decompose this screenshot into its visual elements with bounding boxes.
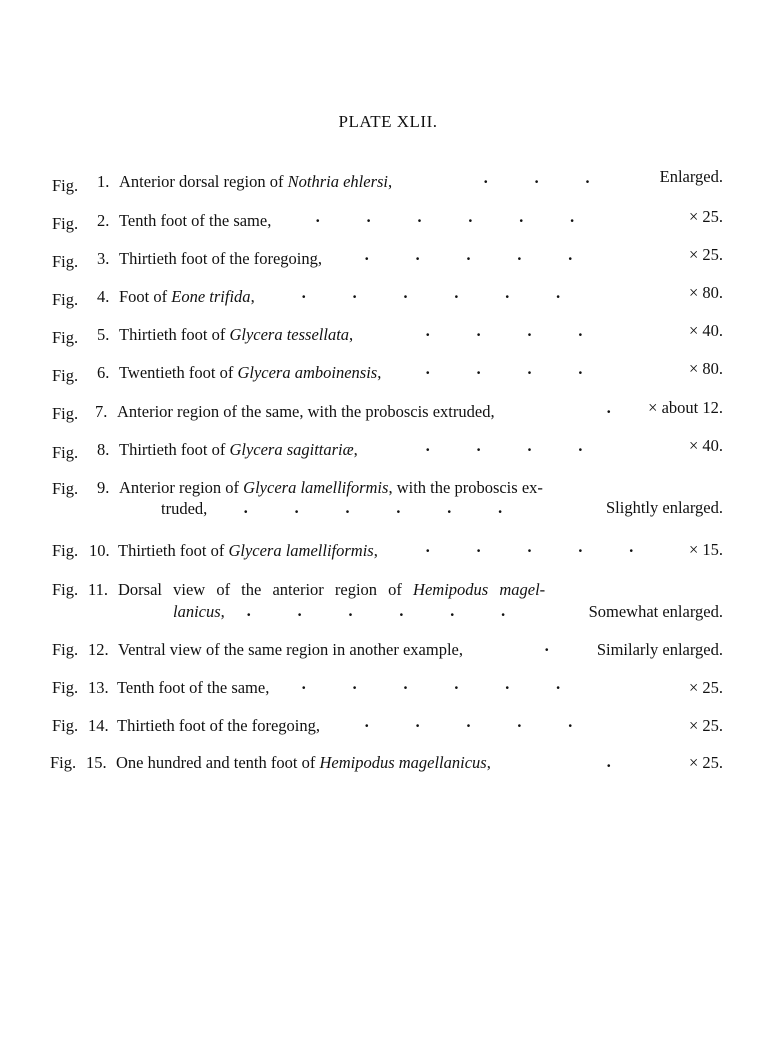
- figure-number: 5.: [97, 325, 110, 344]
- magnification: Similarly enlarged.: [596, 640, 723, 659]
- figure-number: 8.: [97, 440, 110, 459]
- figure-label: Fig.: [52, 366, 79, 385]
- leader-dots: · · · · ·: [364, 716, 574, 735]
- figure-number: 11.: [88, 580, 109, 599]
- figure-label: Fig.: [52, 176, 79, 195]
- leader-dots: · · ·: [483, 172, 591, 191]
- figure-caption: Anterior region of the same, with the proboscis extruded,: [117, 402, 495, 421]
- figure-number: 9.: [97, 478, 110, 497]
- figure-caption: Twentieth foot of Glycera amboinensis,: [119, 363, 382, 382]
- leader-dots: · · · · · ·: [301, 678, 561, 697]
- figure-label: Fig.: [52, 479, 79, 498]
- magnification: × 25.: [688, 716, 723, 735]
- figure-label: Fig.: [52, 541, 79, 560]
- leader-dots: ·: [606, 402, 612, 421]
- figure-caption: Thirtieth foot of Glycera sagittariæ,: [119, 440, 358, 459]
- figure-label: Fig.: [52, 443, 79, 462]
- figure-caption-continuation: lanicus,: [173, 602, 225, 621]
- leader-dots: ·: [544, 640, 550, 659]
- figure-caption: Thirtieth foot of the foregoing,: [117, 716, 320, 735]
- figure-caption: Ventral view of the same region in another example,: [118, 640, 464, 659]
- figure-caption: Anterior dorsal region of Nothria ehlersi,: [119, 172, 393, 191]
- leader-dots: ·: [606, 756, 612, 775]
- leader-dots: · · · ·: [425, 325, 584, 344]
- leader-dots: · · · · · ·: [301, 287, 561, 306]
- magnification: × 80.: [688, 283, 723, 302]
- magnification: Enlarged.: [659, 167, 723, 186]
- leader-dots: · · · · ·: [364, 249, 574, 268]
- magnification: × 25.: [688, 207, 723, 226]
- figure-number: 4.: [97, 287, 110, 306]
- figure-label: Fig.: [52, 678, 79, 697]
- magnification: × about 12.: [648, 398, 723, 417]
- figure-caption: One hundred and tenth foot of Hemipodus magellanicus,: [116, 753, 491, 772]
- figure-caption: Tenth foot of the same,: [119, 211, 272, 230]
- figure-number: 15.: [86, 753, 107, 772]
- figure-caption: Thirtieth foot of Glycera lamelliformis,: [118, 541, 378, 560]
- figure-caption: Foot of Eone trifida,: [119, 287, 255, 306]
- figure-caption: Thirtieth foot of the foregoing,: [119, 249, 322, 268]
- figure-label: Fig.: [50, 753, 77, 772]
- figure-label: Fig.: [52, 290, 79, 309]
- figure-number: 7.: [95, 402, 108, 421]
- figure-caption-continuation: truded,: [161, 499, 208, 518]
- magnification: Somewhat enlarged.: [588, 602, 723, 621]
- figure-label: Fig.: [52, 580, 79, 599]
- magnification: × 80.: [688, 359, 723, 378]
- figure-label: Fig.: [52, 404, 79, 423]
- figure-label: Fig.: [52, 716, 79, 735]
- figure-number: 1.: [97, 172, 110, 191]
- leader-dots: · · · · · ·: [243, 502, 503, 521]
- figure-number: 2.: [97, 211, 110, 230]
- figure-number: 3.: [97, 249, 110, 268]
- figure-number: 14.: [88, 716, 109, 735]
- figure-number: 13.: [88, 678, 109, 697]
- figure-label: Fig.: [52, 214, 79, 233]
- leader-dots: · · · · ·: [425, 541, 635, 560]
- leader-dots: · · · · · ·: [315, 211, 575, 230]
- figure-caption: Thirtieth foot of Glycera tessellata,: [119, 325, 354, 344]
- leader-dots: · · · ·: [425, 363, 584, 382]
- figure-number: 6.: [97, 363, 110, 382]
- plate-title: PLATE XLII.: [338, 112, 438, 131]
- figure-number: 12.: [88, 640, 109, 659]
- figure-label: Fig.: [52, 328, 79, 347]
- figure-caption: Anterior region of Glycera lamelliformis, with the proboscis ex-: [119, 478, 543, 497]
- figure-caption: Tenth foot of the same,: [117, 678, 270, 697]
- magnification: Slightly enlarged.: [605, 498, 723, 517]
- magnification: × 25.: [688, 678, 723, 697]
- magnification: × 40.: [688, 436, 723, 455]
- magnification: × 25.: [688, 753, 723, 772]
- figure-label: Fig.: [52, 640, 79, 659]
- magnification: × 15.: [688, 540, 723, 559]
- leader-dots: · · · ·: [425, 440, 584, 459]
- leader-dots: · · · · · ·: [246, 605, 506, 624]
- magnification: × 25.: [688, 245, 723, 264]
- figure-label: Fig.: [52, 252, 79, 271]
- magnification: × 40.: [688, 321, 723, 340]
- figure-caption: Dorsal view of the anterior region of Hemipodus magel-: [118, 580, 546, 599]
- figure-number: 10.: [89, 541, 110, 560]
